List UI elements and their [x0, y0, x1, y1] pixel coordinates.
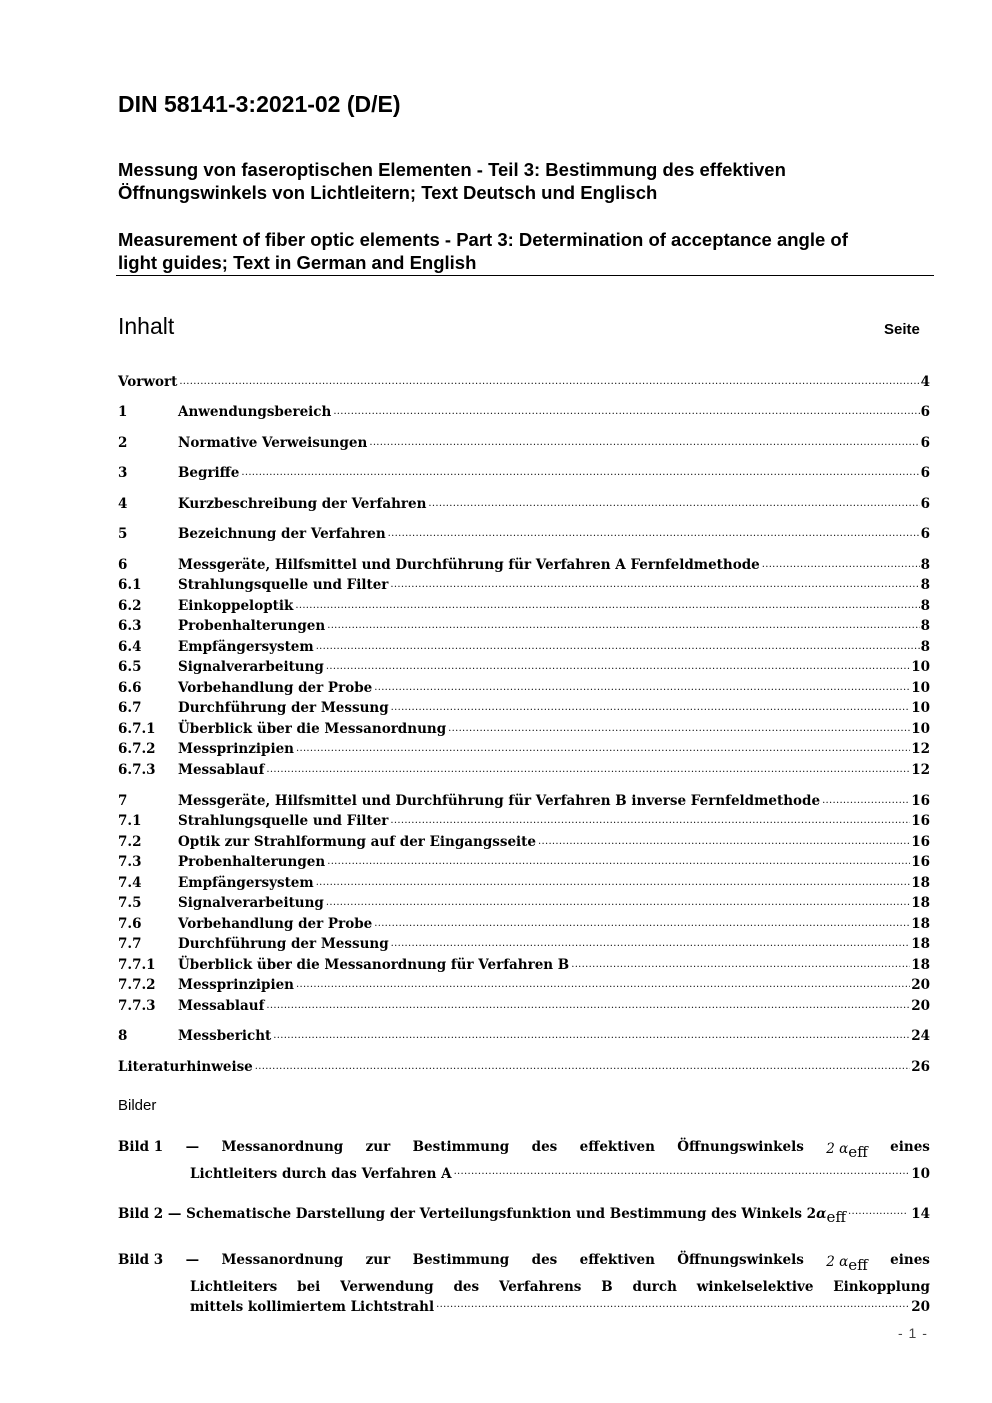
toc-entry[interactable] [118, 493, 930, 513]
figure-1-caption-cont: Lichtleiters durch das Verfahren A [190, 1166, 452, 1182]
leader-dots [327, 619, 919, 633]
toc-entry[interactable] [118, 371, 930, 391]
leader-dots [273, 1029, 910, 1043]
toc-entry-title: Vorwort [118, 374, 178, 390]
leader-dots [390, 578, 919, 592]
toc-entry-number: 6 [118, 557, 128, 573]
toc-entry-title: Signalverarbeitung [178, 659, 324, 675]
figure-3-symbol [826, 1252, 868, 1274]
figure-1-word: effektiven [579, 1139, 655, 1155]
figure-1-word: eines [890, 1139, 930, 1155]
leader-dots [326, 660, 910, 674]
figure-1-word: des [531, 1139, 558, 1155]
toc-entry-title: Normative Verweisungen [178, 435, 368, 451]
toc-entry-number: 7.7.3 [118, 998, 156, 1014]
title-divider [116, 275, 934, 276]
toc-entry-title: Empfängersystem [178, 639, 314, 655]
figure-3-word: Öffnungswinkels [677, 1252, 804, 1268]
toc-entry[interactable] [118, 677, 930, 697]
leader-dots [762, 558, 920, 572]
figure-1-word: Öffnungswinkels [677, 1139, 804, 1155]
toc-entry[interactable] [118, 574, 930, 594]
toc-entry-page: 18 [911, 957, 930, 973]
leader-dots [428, 497, 919, 511]
toc-entry-page: 10 [911, 721, 930, 737]
toc-entry-number: 6.7.2 [118, 741, 156, 757]
figure-entry-2-line1 [118, 1200, 930, 1226]
toc-entry-title: Überblick über die Messanordnung [178, 721, 447, 737]
toc-entry-title: Kurzbeschreibung der Verfahren [178, 496, 427, 512]
leader-dots [374, 917, 910, 931]
toc-entry-number: 6.7 [118, 700, 142, 716]
toc-entry-title: Begriffe [178, 465, 240, 481]
toc-entry-title: Messablauf [178, 998, 265, 1014]
title-english-line1: Measurement of fiber optic elements - Part 3: Determination of acceptance angle of [118, 229, 848, 250]
figure-1-word: zur [365, 1139, 391, 1155]
toc-entry-title: Optik zur Strahlformung auf der Eingangsseite [178, 834, 537, 850]
toc-entry-title: Durchführung der Messung [178, 936, 389, 952]
toc-entry-title: Probenhalterungen [178, 618, 326, 634]
toc-entry-title: Literaturhinweise [118, 1059, 253, 1075]
leader-dots [295, 599, 919, 613]
leader-dots [448, 722, 910, 736]
figures-heading: Bilder [118, 1097, 157, 1114]
toc-entry-page: 6 [920, 526, 930, 542]
toc-entry-page: 16 [911, 793, 930, 809]
toc-entry-number: 6.7.3 [118, 762, 156, 778]
figure-3-word: bei [297, 1279, 321, 1295]
toc-entry[interactable] [118, 872, 930, 892]
figure-3-label: Bild 3 [118, 1252, 164, 1268]
toc-entry-title: Messablauf [178, 762, 265, 778]
leader-dots [391, 701, 911, 715]
toc-entry-number: 7.6 [118, 916, 142, 932]
toc-entry-number: 6.5 [118, 659, 142, 675]
toc-entry[interactable] [118, 432, 930, 452]
toc-entry[interactable] [118, 913, 930, 933]
toc-entry-number: 7.5 [118, 895, 142, 911]
toc-entry-title: Strahlungsquelle und Filter [178, 813, 389, 829]
toc-entry-title: Vorbehandlung der Probe [178, 680, 373, 696]
figure-2-page: 14 [911, 1206, 930, 1222]
toc-entry-title: Vorbehandlung der Probe [178, 916, 373, 932]
toc-entry-number: 7.7.1 [118, 957, 156, 973]
toc-entry-number: 7.1 [118, 813, 142, 829]
figure-3-word: Messanordnung [221, 1252, 344, 1268]
toc-entry-page: 8 [920, 557, 930, 573]
toc-entry-number: 5 [118, 526, 128, 542]
toc-entry-title: Anwendungsbereich [178, 404, 332, 420]
toc-entry-page: 10 [911, 700, 930, 716]
toc-entry-page: 6 [920, 496, 930, 512]
toc-entry-page: 20 [911, 977, 930, 993]
toc-entry-number: 7.7.2 [118, 977, 156, 993]
leader-dots [296, 742, 910, 756]
figure-1-symbol [826, 1139, 868, 1161]
toc-entry[interactable] [118, 718, 930, 738]
toc-entry[interactable] [118, 790, 930, 810]
figure-1-page: 10 [911, 1166, 930, 1182]
toc-entry-number: 6.6 [118, 680, 142, 696]
toc-entry[interactable] [118, 656, 930, 676]
title-german-line1: Messung von faseroptischen Elementen - Teil 3: Bestimmung des effektiven [118, 159, 786, 180]
toc-entry-number: 1 [118, 404, 128, 420]
toc-entry-page: 20 [911, 998, 930, 1014]
figure-3-word: eines [890, 1252, 930, 1268]
toc-entry[interactable] [118, 401, 930, 421]
toc-entry-title: Einkoppeloptik [178, 598, 294, 614]
toc-entry[interactable] [118, 595, 930, 615]
document-id: DIN 58141-3:2021-02 (D/E) [118, 91, 401, 117]
toc-entry-title: Überblick über die Messanordnung für Verfahren B [178, 957, 570, 973]
toc-entry-number: 7.2 [118, 834, 142, 850]
toc-entry[interactable] [118, 810, 930, 830]
toc-page-column-label: Seite [884, 321, 920, 338]
toc-entry-title: Messbericht [178, 1028, 272, 1044]
toc-entry-page: 12 [911, 762, 930, 778]
toc-entry-page: 16 [911, 834, 930, 850]
toc-entry[interactable] [118, 615, 930, 635]
figure-entry-1-line1 [118, 1135, 930, 1161]
toc-entry[interactable] [118, 636, 930, 656]
figure-3-caption-cont: mittels kollimiertem Lichtstrahl [190, 1299, 435, 1315]
alpha-symbol: α [816, 1206, 827, 1222]
toc-entry[interactable] [118, 995, 930, 1015]
toc-entry-number: 7.4 [118, 875, 142, 891]
toc-entry-page: 26 [911, 1059, 930, 1075]
toc-entry-page: 24 [911, 1028, 930, 1044]
alpha-symbol: 2 α [826, 1141, 849, 1157]
leader-dots [333, 405, 919, 419]
leader-dots [255, 1060, 910, 1074]
toc-entry-number: 8 [118, 1028, 128, 1044]
toc-entry-number: 3 [118, 465, 128, 481]
leader-dots [326, 896, 910, 910]
toc-entry-page: 10 [911, 659, 930, 675]
toc-entry-title: Probenhalterungen [178, 854, 326, 870]
toc-entry-page: 6 [920, 435, 930, 451]
title-english [118, 228, 848, 274]
leader-dots [848, 1205, 906, 1219]
toc-entry-number: 7.7 [118, 936, 142, 952]
leader-dots [369, 436, 919, 450]
figure-entry-3-line1 [118, 1248, 930, 1274]
toc-entry-page: 12 [911, 741, 930, 757]
figure-2-caption: Bild 2 — Schematische Darstellung der Verteilungsfunktion und Bestimmung des Winkels 2 [118, 1206, 817, 1222]
figure-3-word: Verwendung [340, 1279, 434, 1295]
leader-dots [241, 466, 919, 480]
figure-3-word: B [601, 1279, 613, 1295]
figure-3-page: 20 [911, 1299, 930, 1315]
toc-entry[interactable] [118, 462, 930, 482]
leader-dots [454, 1165, 911, 1179]
leader-dots [538, 835, 910, 849]
figure-1-dash: — [185, 1139, 200, 1155]
title-german-line2: Öffnungswinkels von Lichtleitern; Text Deutsch und Englisch [118, 182, 658, 203]
figure-3-word: Verfahrens [498, 1279, 582, 1295]
leader-dots [388, 527, 920, 541]
figure-entry-1-line2 [190, 1160, 930, 1182]
toc-entry-number: 6.7.1 [118, 721, 156, 737]
toc-entry[interactable] [118, 954, 930, 974]
figure-1-word: Messanordnung [221, 1139, 344, 1155]
toc-entry-number: 4 [118, 496, 128, 512]
toc-entry-title: Messprinzipien [178, 977, 294, 993]
toc-entry-page: 10 [911, 680, 930, 696]
figure-3-word: Bestimmung [412, 1252, 510, 1268]
toc-entry[interactable] [118, 892, 930, 912]
figure-3-word: zur [365, 1252, 391, 1268]
toc-entry-title: Messprinzipien [178, 741, 294, 757]
alpha-subscript: eff [848, 1256, 868, 1274]
toc-entry-title: Durchführung der Messung [178, 700, 389, 716]
toc-entry-page: 18 [911, 916, 930, 932]
toc-entry-number: 6.4 [118, 639, 142, 655]
figure-3-dash: — [185, 1252, 200, 1268]
figure-3-word: effektiven [579, 1252, 655, 1268]
toc-entry-title: Messgeräte, Hilfsmittel und Durchführung für Verfahren A Fernfeldmethode [178, 557, 760, 573]
figure-entry-3-line3 [190, 1293, 930, 1315]
toc-entry[interactable] [118, 1056, 930, 1076]
toc-entry-number: 6.1 [118, 577, 142, 593]
toc-entry-page: 6 [920, 404, 930, 420]
toc-entry[interactable] [118, 831, 930, 851]
toc-entry-number: 7 [118, 793, 128, 809]
toc-entry-number: 2 [118, 435, 128, 451]
toc-entry-title: Messgeräte, Hilfsmittel und Durchführung für Verfahren B inverse Fernfeldmethode [178, 793, 821, 809]
toc-entry[interactable] [118, 933, 930, 953]
toc-entry[interactable] [118, 759, 930, 779]
figure-3-word: Einkopplung [833, 1279, 930, 1295]
leader-dots [436, 1298, 910, 1312]
leader-dots [390, 814, 910, 828]
figure-3-word: des [453, 1279, 480, 1295]
figure-entry-1-words [118, 1139, 930, 1161]
toc-entry[interactable] [118, 523, 930, 543]
leader-dots [296, 978, 910, 992]
toc-entry-number: 6.3 [118, 618, 142, 634]
figure-1-label: Bild 1 [118, 1139, 164, 1155]
toc-entry-page: 18 [911, 875, 930, 891]
toc-entry[interactable] [118, 974, 930, 994]
toc-entry-number: 6.2 [118, 598, 142, 614]
page-number: - 1 - [898, 1325, 928, 1341]
leader-dots [374, 681, 910, 695]
toc-entry-page: 8 [920, 618, 930, 634]
leader-dots [179, 375, 919, 389]
leader-dots [316, 640, 920, 654]
alpha-symbol: 2 α [826, 1254, 849, 1270]
figure-2-symbol [816, 1204, 846, 1226]
leader-dots [391, 937, 911, 951]
figure-3-word: durch [632, 1279, 677, 1295]
toc-entry-page: 18 [911, 895, 930, 911]
figure-1-word: Bestimmung [412, 1139, 510, 1155]
toc-entry-title: Strahlungsquelle und Filter [178, 577, 389, 593]
title-german [118, 158, 786, 204]
alpha-subscript: eff [848, 1143, 868, 1161]
figure-3-word: winkelselektive [696, 1279, 814, 1295]
toc-entry[interactable] [118, 554, 930, 574]
toc-entry-page: 4 [920, 374, 930, 390]
toc-entry[interactable] [118, 1025, 930, 1045]
alpha-subscript: eff [826, 1208, 846, 1226]
title-english-line2: light guides; Text in German and English [118, 252, 477, 273]
toc-entry-title: Empfängersystem [178, 875, 314, 891]
toc-entry-page: 8 [920, 639, 930, 655]
toc-entry-title: Bezeichnung der Verfahren [178, 526, 386, 542]
toc-entry-page: 8 [920, 598, 930, 614]
toc-entry[interactable] [118, 738, 930, 758]
toc-entry-page: 6 [920, 465, 930, 481]
leader-dots [266, 999, 910, 1013]
leader-dots [316, 876, 911, 890]
toc-entry[interactable] [118, 851, 930, 871]
toc-entry-page: 16 [911, 854, 930, 870]
toc-entry[interactable] [118, 697, 930, 717]
toc-heading: Inhalt [118, 313, 175, 339]
leader-dots [822, 794, 910, 808]
figure-entry-3-line2 [190, 1273, 930, 1295]
figure-3-word: Lichtleiters [190, 1279, 278, 1295]
figure-3-word: des [531, 1252, 558, 1268]
toc-entry-title: Signalverarbeitung [178, 895, 324, 911]
toc-entry-number: 7.3 [118, 854, 142, 870]
leader-dots [327, 855, 910, 869]
toc-entry-page: 16 [911, 813, 930, 829]
leader-dots [266, 763, 910, 777]
figure-entry-3-words [118, 1252, 930, 1274]
leader-dots [571, 958, 910, 972]
toc-entry-page: 8 [920, 577, 930, 593]
toc-entry-page: 18 [911, 936, 930, 952]
